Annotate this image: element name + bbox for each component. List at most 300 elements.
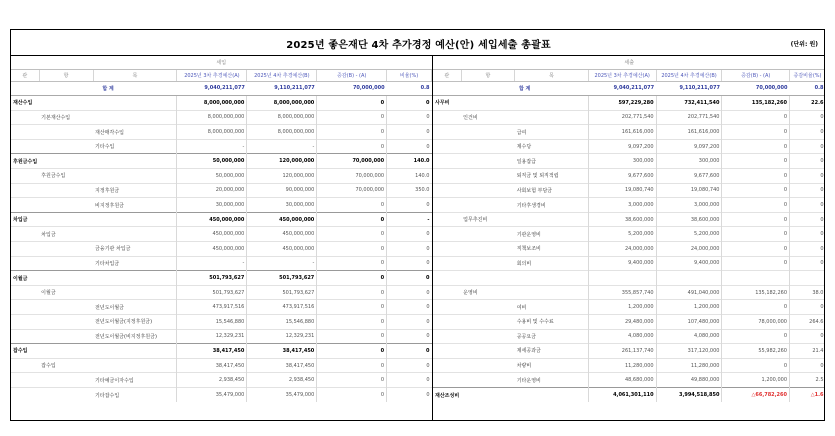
kwan-cell xyxy=(11,183,39,198)
hang-cell xyxy=(39,242,93,257)
table-row xyxy=(11,373,432,388)
value-b: 2,938,450 xyxy=(247,373,317,388)
total-b: 9,110,211,077 xyxy=(247,81,317,96)
mok-cell xyxy=(93,96,177,111)
hang-cell xyxy=(39,387,93,402)
mok-cell: 재산매각수입 xyxy=(93,125,177,140)
column-header: 2025년 3차 추경예산(A) xyxy=(177,69,247,81)
value-b: 300,000 xyxy=(656,154,722,169)
hang-cell xyxy=(39,96,93,111)
mok-cell: 금융기관 차입금 xyxy=(93,242,177,257)
mok-cell xyxy=(515,212,589,227)
value-a: 38,417,450 xyxy=(177,358,247,373)
value-diff: 0 xyxy=(317,139,387,154)
right-section-label: 세출 xyxy=(433,56,825,69)
value-b: - xyxy=(247,139,317,154)
column-header: 증감(B) - (A) xyxy=(317,69,387,81)
value-ratio: 0 xyxy=(387,227,432,242)
mok-cell: 지정후원금 xyxy=(93,183,177,198)
value-ratio: 0 xyxy=(790,242,826,257)
table-row xyxy=(11,344,432,359)
hang-cell xyxy=(39,125,93,140)
total-spacer xyxy=(433,81,461,96)
expenditure-panel xyxy=(432,56,825,421)
value-ratio: 0 xyxy=(790,125,826,140)
kwan-cell xyxy=(433,271,461,286)
value-diff: 0 xyxy=(317,125,387,140)
value-diff: 0 xyxy=(317,358,387,373)
value-diff: 0 xyxy=(317,198,387,213)
value-ratio: 0 xyxy=(387,139,432,154)
mok-cell xyxy=(515,271,589,286)
kwan-cell xyxy=(11,169,39,184)
table-row xyxy=(433,139,825,154)
table-row xyxy=(11,154,432,169)
value-ratio: 0 xyxy=(790,183,826,198)
value-ratio: 0 xyxy=(387,315,432,330)
value-b: 1,200,000 xyxy=(656,300,722,315)
unit-label: (단위: 원) xyxy=(790,41,818,48)
table-row xyxy=(11,212,432,227)
mok-cell xyxy=(515,285,589,300)
value-diff: 0 xyxy=(722,169,790,184)
column-header: 비율(%) xyxy=(387,69,432,81)
column-header: 2025년 4차 추경예산(B) xyxy=(247,69,317,81)
value-diff: 0 xyxy=(317,271,387,286)
column-header: 관 xyxy=(433,69,461,81)
kwan-cell: 재산조성비 xyxy=(433,387,461,402)
value-b: 24,000,000 xyxy=(656,242,722,257)
value-b: 8,000,000,000 xyxy=(247,96,317,111)
value-ratio: 0 xyxy=(387,242,432,257)
mok-cell: 전년도이월금(비지정후원금) xyxy=(93,329,177,344)
value-ratio: 0 xyxy=(790,212,826,227)
hang-cell xyxy=(39,300,93,315)
mok-cell: 급여 xyxy=(515,125,589,140)
value-diff: 0 xyxy=(317,96,387,111)
value-ratio: 140.0 xyxy=(387,169,432,184)
kwan-cell xyxy=(11,139,39,154)
mok-cell: 사회보험 부담금 xyxy=(515,183,589,198)
value-b: 5,200,000 xyxy=(656,227,722,242)
table-row xyxy=(433,329,825,344)
value-a: 450,000,000 xyxy=(177,242,247,257)
value-b: - xyxy=(247,256,317,271)
column-header: 목 xyxy=(93,69,177,81)
mok-cell xyxy=(93,358,177,373)
hang-cell: 업무추진비 xyxy=(461,212,515,227)
value-b: 15,546,880 xyxy=(247,315,317,330)
value-a: - xyxy=(177,139,247,154)
value-b xyxy=(656,271,722,286)
revenue-table xyxy=(11,56,432,402)
value-a xyxy=(588,271,656,286)
mok-cell: 기관운영비 xyxy=(515,227,589,242)
value-a: 202,771,540 xyxy=(588,110,656,125)
table-row xyxy=(11,271,432,286)
value-diff: 0 xyxy=(722,256,790,271)
value-b: 120,000,000 xyxy=(247,154,317,169)
kwan-cell xyxy=(11,125,39,140)
hang-cell: 잡수입 xyxy=(39,358,93,373)
value-a: 24,000,000 xyxy=(588,242,656,257)
value-diff: 0 xyxy=(722,329,790,344)
kwan-cell xyxy=(433,315,461,330)
value-ratio: △1.6 xyxy=(790,387,826,402)
hang-cell xyxy=(461,198,515,213)
value-ratio: 0 xyxy=(790,358,826,373)
total-label: 합 계 xyxy=(461,81,588,96)
hang-cell: 인건비 xyxy=(461,110,515,125)
value-a: 9,097,200 xyxy=(588,139,656,154)
table-row xyxy=(433,110,825,125)
hang-cell xyxy=(461,329,515,344)
value-ratio: 0 xyxy=(790,329,826,344)
table-row xyxy=(433,315,825,330)
total-a: 9,040,211,077 xyxy=(588,81,656,96)
right-total-row xyxy=(433,81,825,96)
hang-cell xyxy=(461,227,515,242)
table-row xyxy=(433,227,825,242)
table-row xyxy=(11,227,432,242)
value-diff: 0 xyxy=(722,227,790,242)
hang-cell xyxy=(39,212,93,227)
value-ratio: 0 xyxy=(790,110,826,125)
hang-cell xyxy=(461,344,515,359)
value-diff: 70,000,000 xyxy=(317,183,387,198)
hang-cell xyxy=(461,125,515,140)
table-row xyxy=(11,198,432,213)
value-ratio: 350.0 xyxy=(387,183,432,198)
table-row xyxy=(433,125,825,140)
value-diff xyxy=(722,271,790,286)
value-a: 29,480,000 xyxy=(588,315,656,330)
hang-cell: 후원금수입 xyxy=(39,169,93,184)
value-diff: 0 xyxy=(722,183,790,198)
value-ratio: 0 xyxy=(387,256,432,271)
value-a: 11,280,000 xyxy=(588,358,656,373)
value-diff: 0 xyxy=(722,125,790,140)
value-a: 38,600,000 xyxy=(588,212,656,227)
value-diff: 0 xyxy=(722,198,790,213)
kwan-cell xyxy=(11,358,39,373)
mok-cell: 일용잡급 xyxy=(515,154,589,169)
hang-cell: 차입금 xyxy=(39,227,93,242)
value-ratio: - xyxy=(387,212,432,227)
kwan-cell xyxy=(433,198,461,213)
value-b: 450,000,000 xyxy=(247,242,317,257)
value-diff: 0 xyxy=(317,212,387,227)
mok-cell xyxy=(93,285,177,300)
value-a: 2,938,450 xyxy=(177,373,247,388)
value-b: 202,771,540 xyxy=(656,110,722,125)
column-header: 목 xyxy=(515,69,589,81)
table-row xyxy=(433,256,825,271)
left-total-row xyxy=(11,81,432,96)
kwan-cell xyxy=(433,154,461,169)
mok-cell xyxy=(515,110,589,125)
mok-cell xyxy=(515,387,589,402)
kwan-cell: 후원금수입 xyxy=(11,154,39,169)
kwan-cell xyxy=(433,329,461,344)
mok-cell: 직책보조비 xyxy=(515,242,589,257)
mok-cell xyxy=(93,271,177,286)
value-a: 597,229,280 xyxy=(588,96,656,111)
hang-cell xyxy=(39,154,93,169)
total-ratio: 0.8 xyxy=(790,81,826,96)
value-a: 501,793,627 xyxy=(177,285,247,300)
kwan-cell xyxy=(433,285,461,300)
mok-cell: 기타예금이자수입 xyxy=(93,373,177,388)
value-ratio: 0 xyxy=(790,154,826,169)
hang-cell xyxy=(39,183,93,198)
value-ratio: 0 xyxy=(790,256,826,271)
value-a: 48,680,000 xyxy=(588,373,656,388)
hang-cell: 이월금 xyxy=(39,285,93,300)
value-diff: 0 xyxy=(317,329,387,344)
table-row xyxy=(433,242,825,257)
value-ratio: 0 xyxy=(387,110,432,125)
revenue-panel xyxy=(11,56,432,421)
hang-cell xyxy=(39,139,93,154)
value-a: 9,400,000 xyxy=(588,256,656,271)
kwan-cell: 사무비 xyxy=(433,96,461,111)
value-diff: 0 xyxy=(317,373,387,388)
value-a: 19,080,740 xyxy=(588,183,656,198)
page-title: 2025년 좋은재단 4차 추가경정 예산(안) 세입세출 총괄표 xyxy=(286,40,551,51)
kwan-cell xyxy=(11,256,39,271)
mok-cell xyxy=(93,154,177,169)
table-row xyxy=(433,387,825,402)
value-b: 3,000,000 xyxy=(656,198,722,213)
total-ratio: 0.8 xyxy=(387,81,432,96)
value-ratio: 38.0 xyxy=(790,285,826,300)
value-diff: 0 xyxy=(317,227,387,242)
hang-cell xyxy=(461,315,515,330)
table-row xyxy=(433,198,825,213)
mok-cell: 기타수입 xyxy=(93,139,177,154)
hang-cell xyxy=(461,154,515,169)
value-diff: 0 xyxy=(722,110,790,125)
value-diff: 70,000,000 xyxy=(317,169,387,184)
value-a: 5,200,000 xyxy=(588,227,656,242)
value-a: 8,000,000,000 xyxy=(177,96,247,111)
table-row xyxy=(11,110,432,125)
value-a: 501,793,627 xyxy=(177,271,247,286)
mok-cell: 제세공과금 xyxy=(515,344,589,359)
value-a: 4,080,000 xyxy=(588,329,656,344)
value-ratio xyxy=(790,271,826,286)
table-row xyxy=(433,271,825,286)
column-header: 관 xyxy=(11,69,39,81)
mok-cell xyxy=(515,96,589,111)
mok-cell: 기타운영비 xyxy=(515,373,589,388)
value-diff: 0 xyxy=(317,344,387,359)
kwan-cell xyxy=(11,242,39,257)
value-a: 8,000,000,000 xyxy=(177,110,247,125)
mok-cell xyxy=(93,344,177,359)
table-row xyxy=(11,139,432,154)
kwan-cell xyxy=(11,373,39,388)
value-b: 3,994,518,850 xyxy=(656,387,722,402)
hang-cell xyxy=(461,300,515,315)
value-b: 317,120,000 xyxy=(656,344,722,359)
kwan-cell: 이월금 xyxy=(11,271,39,286)
hang-cell xyxy=(39,271,93,286)
value-b: 120,000,000 xyxy=(247,169,317,184)
hang-cell xyxy=(39,198,93,213)
value-ratio: 0 xyxy=(387,125,432,140)
mok-cell xyxy=(93,169,177,184)
value-ratio: 2.5 xyxy=(790,373,826,388)
hang-cell xyxy=(461,139,515,154)
mok-cell: 전년도이월금(지정후원금) xyxy=(93,315,177,330)
left-header-row xyxy=(11,69,432,81)
table-row xyxy=(11,329,432,344)
kwan-cell xyxy=(11,300,39,315)
column-header: 증감비율(%) xyxy=(790,69,826,81)
mok-cell: 회의비 xyxy=(515,256,589,271)
right-section-row xyxy=(433,56,825,69)
value-ratio: 0 xyxy=(790,198,826,213)
value-b: 501,793,627 xyxy=(247,271,317,286)
value-diff: 55,982,260 xyxy=(722,344,790,359)
kwan-cell: 차입금 xyxy=(11,212,39,227)
hang-cell xyxy=(461,169,515,184)
table-row xyxy=(11,125,432,140)
kwan-cell xyxy=(433,373,461,388)
value-diff: 0 xyxy=(722,242,790,257)
table-row xyxy=(11,285,432,300)
value-ratio: 0 xyxy=(387,387,432,402)
value-b: 107,480,000 xyxy=(656,315,722,330)
mok-cell xyxy=(93,227,177,242)
hang-cell xyxy=(461,387,515,402)
value-a: 1,200,000 xyxy=(588,300,656,315)
kwan-cell xyxy=(433,256,461,271)
mok-cell: 전년도이월금 xyxy=(93,300,177,315)
value-ratio: 0 xyxy=(387,373,432,388)
table-row xyxy=(433,183,825,198)
kwan-cell xyxy=(433,183,461,198)
value-b: 12,329,231 xyxy=(247,329,317,344)
hang-cell: 기본재산수입 xyxy=(39,110,93,125)
table-row xyxy=(11,169,432,184)
kwan-cell xyxy=(433,242,461,257)
value-b: 9,400,000 xyxy=(656,256,722,271)
kwan-cell xyxy=(433,139,461,154)
kwan-cell xyxy=(433,344,461,359)
hang-cell xyxy=(461,256,515,271)
value-diff: 78,000,000 xyxy=(722,315,790,330)
value-ratio: 0 xyxy=(387,344,432,359)
value-diff: 70,000,000 xyxy=(317,154,387,169)
column-header: 2025년 4차 추경예산(B) xyxy=(656,69,722,81)
table-row xyxy=(11,358,432,373)
mok-cell: 기타잡수입 xyxy=(93,387,177,402)
value-a: 300,000 xyxy=(588,154,656,169)
mok-cell xyxy=(93,110,177,125)
title-row xyxy=(11,30,825,56)
hang-cell xyxy=(461,373,515,388)
value-diff: 135,182,260 xyxy=(722,285,790,300)
value-diff: 1,200,000 xyxy=(722,373,790,388)
value-a: 450,000,000 xyxy=(177,212,247,227)
value-diff: 0 xyxy=(317,387,387,402)
kwan-cell xyxy=(11,285,39,300)
value-diff: 0 xyxy=(722,154,790,169)
column-header: 항 xyxy=(461,69,515,81)
value-ratio: 0 xyxy=(387,96,432,111)
value-diff: 0 xyxy=(317,110,387,125)
table-row xyxy=(433,300,825,315)
kwan-cell xyxy=(433,227,461,242)
value-b: 473,917,516 xyxy=(247,300,317,315)
hang-cell xyxy=(39,315,93,330)
table-row xyxy=(11,183,432,198)
total-a: 9,040,211,077 xyxy=(177,81,247,96)
mok-cell: 차량비 xyxy=(515,358,589,373)
table-row xyxy=(433,96,825,111)
value-b: 30,000,000 xyxy=(247,198,317,213)
column-header: 항 xyxy=(39,69,93,81)
kwan-cell xyxy=(433,212,461,227)
value-a: 50,000,000 xyxy=(177,154,247,169)
value-ratio: 0 xyxy=(387,329,432,344)
kwan-cell xyxy=(11,227,39,242)
hang-cell xyxy=(39,256,93,271)
value-b: 38,417,450 xyxy=(247,344,317,359)
value-a: 4,061,301,110 xyxy=(588,387,656,402)
table-row xyxy=(433,373,825,388)
value-diff: 0 xyxy=(317,300,387,315)
table-row xyxy=(433,169,825,184)
value-b: 501,793,627 xyxy=(247,285,317,300)
value-diff: 0 xyxy=(317,242,387,257)
hang-cell xyxy=(461,183,515,198)
budget-summary-sheet xyxy=(10,29,825,421)
table-row xyxy=(433,285,825,300)
value-ratio: 22.6 xyxy=(790,96,826,111)
mok-cell: 퇴직금 및 퇴직적립 xyxy=(515,169,589,184)
table-row xyxy=(11,300,432,315)
value-ratio: 0 xyxy=(387,285,432,300)
value-b: 9,677,600 xyxy=(656,169,722,184)
value-b: 49,880,000 xyxy=(656,373,722,388)
table-row xyxy=(11,387,432,402)
hang-cell xyxy=(461,242,515,257)
value-ratio: 0 xyxy=(790,139,826,154)
mok-cell: 비지정후원금 xyxy=(93,198,177,213)
total-label: 합 계 xyxy=(39,81,177,96)
table-row xyxy=(433,358,825,373)
hang-cell xyxy=(461,271,515,286)
kwan-cell xyxy=(11,110,39,125)
value-b: 8,000,000,000 xyxy=(247,125,317,140)
mok-cell: 기타차입금 xyxy=(93,256,177,271)
value-ratio: 140.0 xyxy=(387,154,432,169)
value-diff: 135,182,260 xyxy=(722,96,790,111)
kwan-cell xyxy=(433,358,461,373)
value-a: 9,677,600 xyxy=(588,169,656,184)
total-b: 9,110,211,077 xyxy=(656,81,722,96)
right-header-row xyxy=(433,69,825,81)
value-a: - xyxy=(177,256,247,271)
value-a: 8,000,000,000 xyxy=(177,125,247,140)
value-ratio: 0 xyxy=(790,300,826,315)
value-a: 35,479,000 xyxy=(177,387,247,402)
kwan-cell xyxy=(11,198,39,213)
